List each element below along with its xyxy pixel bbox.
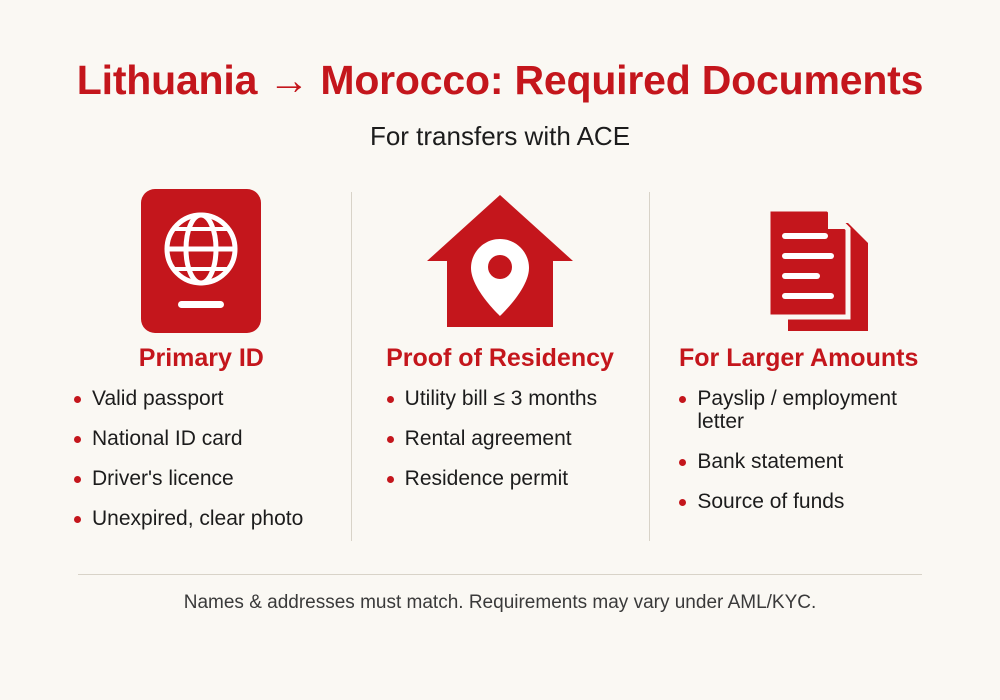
requirements-list <box>677 387 934 513</box>
footer-note: Names & addresses must match. Requirements may vary under AML/KYC. <box>183 592 817 613</box>
column-primary-id <box>52 186 351 547</box>
list-item: Source of funds <box>677 490 934 513</box>
passport-icon <box>66 186 337 336</box>
columns-container <box>40 186 960 547</box>
column-proof-of-residency <box>351 186 650 547</box>
list-item: Payslip / employment letter <box>677 387 934 433</box>
list-item: Rental agreement <box>385 427 636 450</box>
footer-divider <box>78 574 922 575</box>
requirements-list <box>385 387 636 490</box>
list-item: Bank statement <box>677 450 934 473</box>
list-item: Residence permit <box>385 467 636 490</box>
column-title: Primary ID <box>138 344 264 373</box>
list-item: Utility bill ≤ 3 months <box>385 387 636 410</box>
house-location-pin-icon <box>365 186 636 336</box>
documents-stack-icon <box>663 186 934 336</box>
column-larger-amounts <box>649 186 948 547</box>
list-item: Valid passport <box>72 387 337 410</box>
page-subtitle: For transfers with ACE <box>369 121 631 152</box>
page-title: Lithuania → Morocco: Required Documents <box>76 57 924 103</box>
list-item: Unexpired, clear photo <box>72 507 337 530</box>
requirements-list <box>72 387 337 530</box>
column-title: Proof of Residency <box>386 344 614 373</box>
list-item: National ID card <box>72 427 337 450</box>
list-item: Driver's licence <box>72 467 337 490</box>
column-title: For Larger Amounts <box>678 344 919 373</box>
